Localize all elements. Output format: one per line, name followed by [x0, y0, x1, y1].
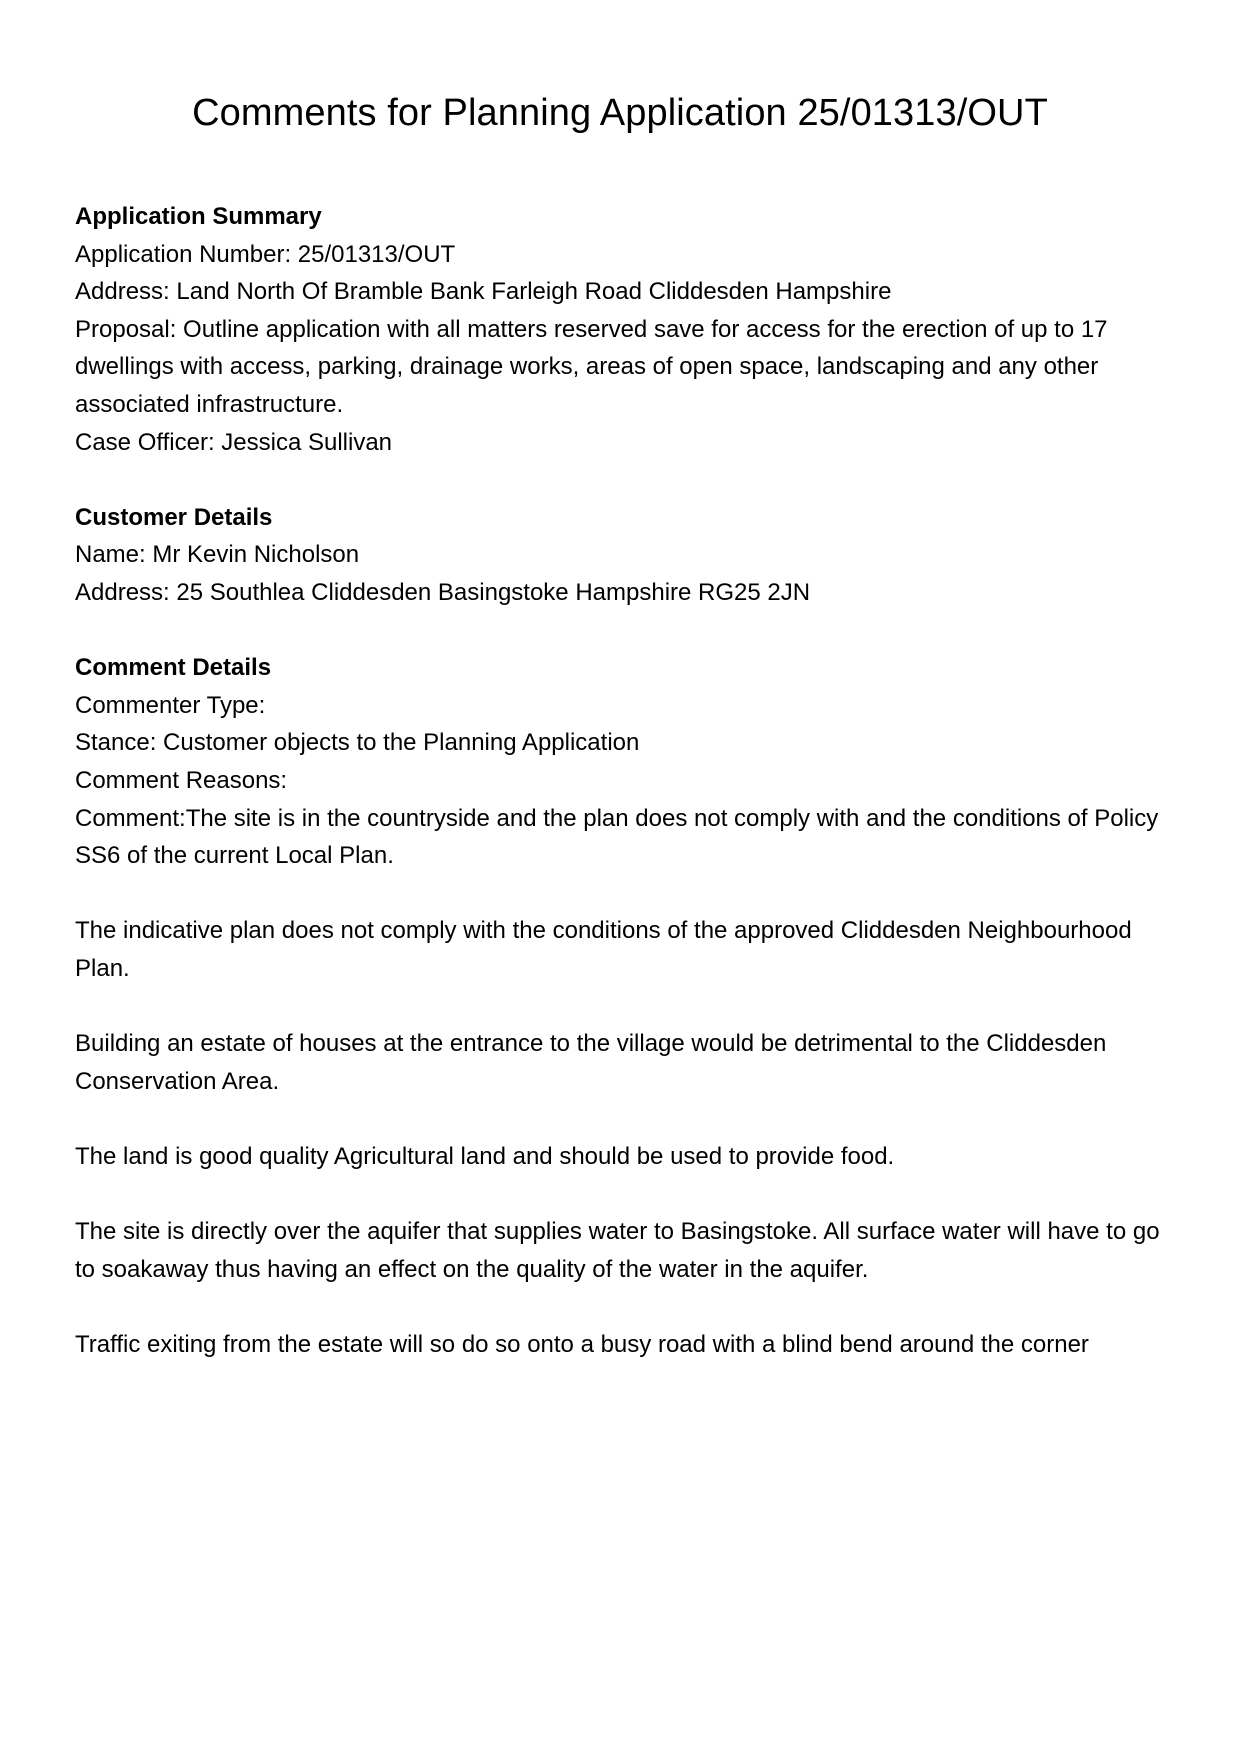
- comment-details-heading: Comment Details: [75, 654, 272, 682]
- comment-paragraph: The land is good quality Agricultural land and should be used to provide food.: [75, 1142, 895, 1170]
- comment-text: Comment:The site is in the countryside and the plan does not comply with and the conditions of Policy SS6 of the current Local Plan.: [75, 804, 1159, 870]
- customer-name: Name: Mr Kevin Nicholson: [75, 541, 360, 569]
- document-body: [75, 198, 1170, 1363]
- comment-details-section: [75, 649, 1170, 1363]
- application-number: Application Number: 25/01313/OUT: [75, 240, 456, 268]
- comment-reasons: Comment Reasons:: [75, 766, 288, 794]
- commenter-type: Commenter Type:: [75, 691, 266, 719]
- comment-paragraph: Building an estate of houses at the entrance to the village would be detrimental to the Cliddesden Conservation Area.: [75, 1030, 1107, 1095]
- proposal: Proposal: Outline application with all matters reserved save for access for the erection of up to 17 dwellings with access, parking, drainage works, areas of open space, landscaping and any other associated infrastructure.: [75, 315, 1108, 418]
- application-summary-heading: Application Summary: [75, 203, 322, 230]
- customer-address: Address: 25 Southlea Cliddesden Basingstoke Hampshire RG25 2JN: [75, 578, 811, 606]
- page-title: Comments for Planning Application 25/01313/OUT: [192, 92, 1048, 134]
- customer-details-heading: Customer Details: [75, 503, 273, 531]
- customer-details-section: [75, 499, 1170, 612]
- case-officer: Case Officer: Jessica Sullivan: [75, 428, 393, 456]
- site-address: Address: Land North Of Bramble Bank Farleigh Road Cliddesden Hampshire: [75, 278, 892, 306]
- comment-paragraph: Traffic exiting from the estate will so do so onto a busy road with a blind bend around the corner: [75, 1330, 1089, 1358]
- stance: Stance: Customer objects to the Planning Application: [75, 729, 640, 757]
- application-summary-section: [75, 198, 1170, 461]
- comment-paragraph: The site is directly over the aquifer that supplies water to Basingstoke. All surface water will have to go to soakaway thus having an effect on the quality of the water in the aquifer.: [75, 1218, 1160, 1283]
- comment-paragraph: The indicative plan does not comply with the conditions of the approved Cliddesden Neighbourhood Plan.: [75, 917, 1132, 982]
